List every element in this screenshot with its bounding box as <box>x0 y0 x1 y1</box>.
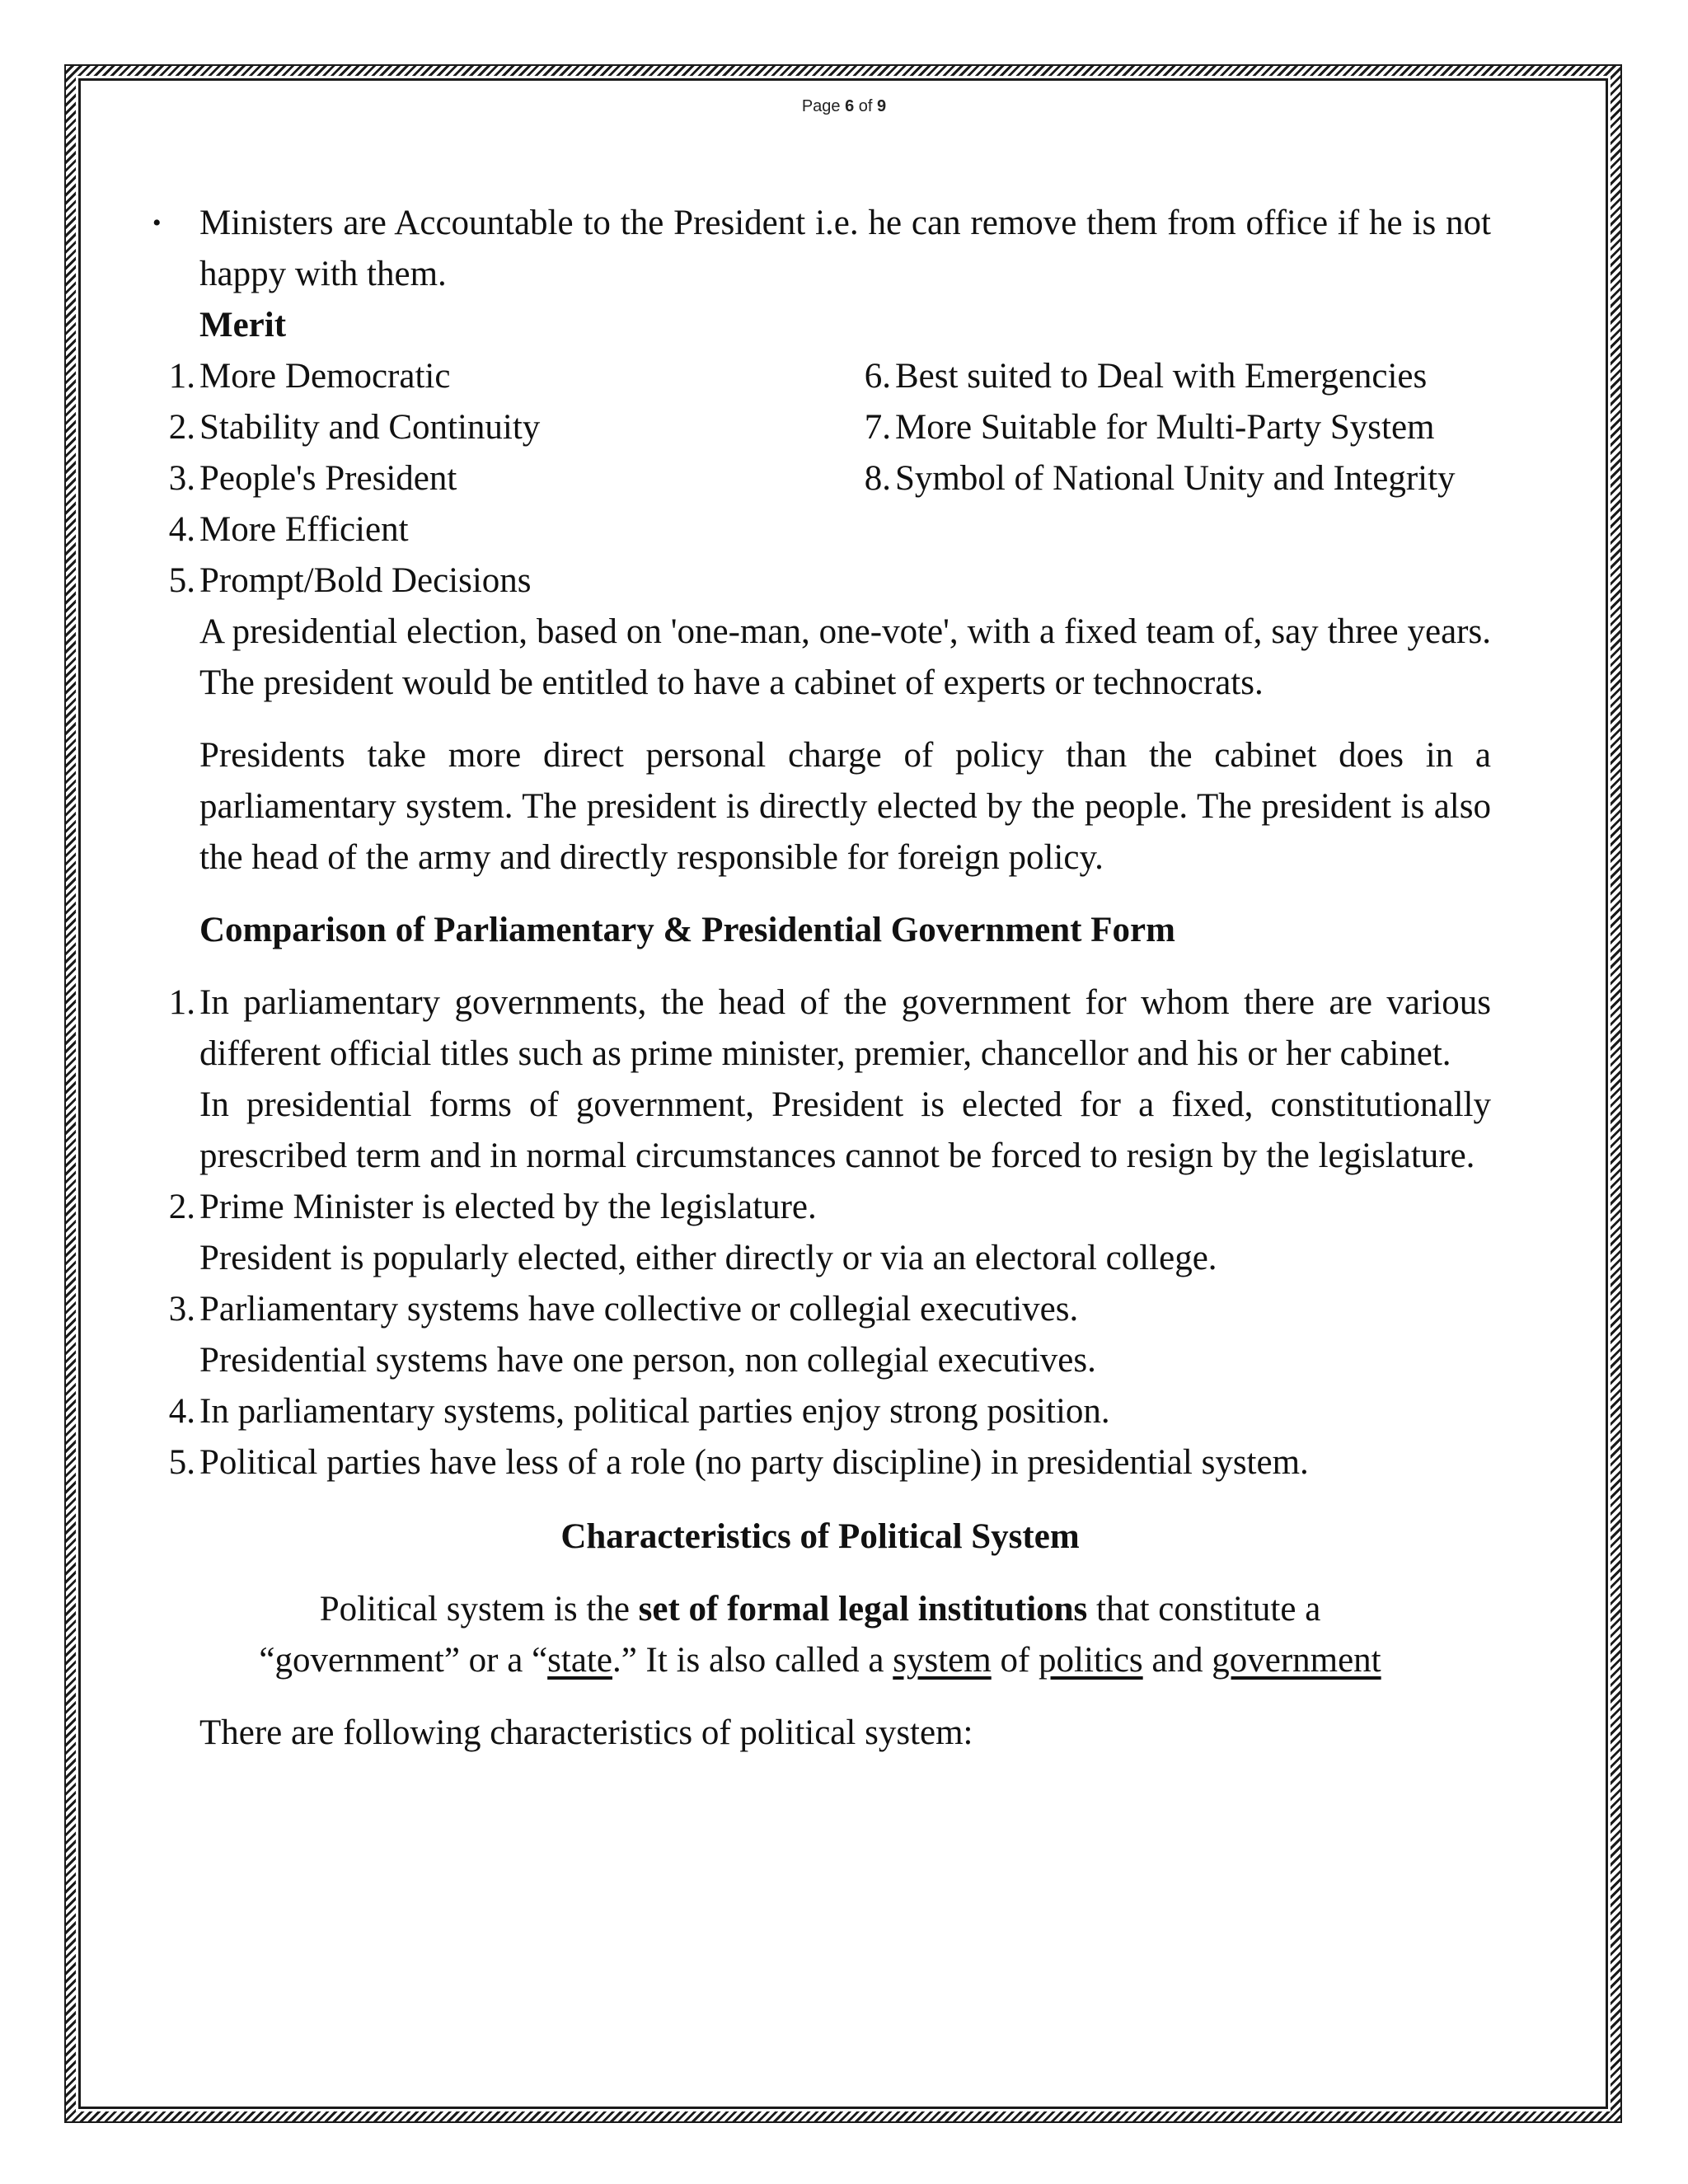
characteristics-intro: There are following characteristics of political system: <box>199 1713 973 1752</box>
merit-item: 5. Prompt/Bold Decisions <box>168 561 532 600</box>
link-state[interactable]: state <box>547 1641 612 1680</box>
merit-list-right <box>845 351 1491 607</box>
merit-list <box>149 351 1491 607</box>
merit-item: 4. More Efficient <box>168 510 409 549</box>
document-body <box>149 198 1491 1759</box>
comparison-item: 5. Political parties have less of a role (no party discipline) in presidential system. <box>168 1443 1309 1482</box>
characteristics-heading: Characteristics of Political System <box>560 1517 1080 1556</box>
comparison-list <box>149 977 1491 1488</box>
paragraph-presidents: Presidents take more direct personal charge of policy than the cabinet does in a parliamentary system. The president is directly elected by the people. The president is also the head of the army and directly responsible for foreign policy. <box>199 736 1491 877</box>
merit-list-left <box>149 351 845 607</box>
merit-heading: Merit <box>199 306 287 344</box>
comparison-item: 3. Parliamentary systems have collective or collegial executives. Presidential systems have one person, non collegial executives. <box>168 1290 1096 1380</box>
comparison-item: 2. Prime Minister is elected by the legislature. President is popularly elected, either directly or via an electoral college. <box>168 1188 1217 1277</box>
bullet-text: Ministers are Accountable to the President i.e. he can remove them from office if he is not happy with them. <box>199 204 1491 293</box>
merit-item: 2. Stability and Continuity <box>168 408 541 447</box>
characteristics-definition: Political system is the set of formal legal institutions that constitute a “government” or a “state.” It is also called a system of politics and government <box>259 1590 1381 1680</box>
link-politics[interactable]: politics <box>1039 1641 1143 1680</box>
link-government[interactable]: government <box>1212 1641 1381 1680</box>
bullet-icon: • <box>152 209 162 237</box>
bullet-item <box>149 198 1491 300</box>
paragraph-election: A presidential election, based on 'one-man, one-vote', with a fixed team of, say three years. The president would be entitled to have a cabinet of experts or technocrats. <box>199 612 1491 702</box>
comparison-item: 4. In parliamentary systems, political parties enjoy strong position. <box>168 1392 1110 1431</box>
merit-item: 3. People's President <box>168 459 457 498</box>
merit-item: 6. Best suited to Deal with Emergencies <box>864 357 1428 396</box>
merit-item: 7. More Suitable for Multi-Party System <box>864 408 1435 447</box>
merit-item: 8. Symbol of National Unity and Integrity <box>864 459 1456 498</box>
link-system[interactable]: system <box>893 1641 992 1680</box>
merit-item: 1. More Democratic <box>168 357 451 396</box>
page-number: Page 6 of 9 <box>801 97 887 115</box>
comparison-heading: Comparison of Parliamentary & Presidential Government Form <box>199 911 1175 949</box>
comparison-item: 1. In parliamentary governments, the head of the government for whom there are various different official titles such as prime minister, premier, chancellor and his or her cabinet. In presidential forms of government, President is elected for a fixed, constitutionally prescribed term and in normal circumstances cannot be forced to resign by the legislature. <box>168 983 1491 1175</box>
